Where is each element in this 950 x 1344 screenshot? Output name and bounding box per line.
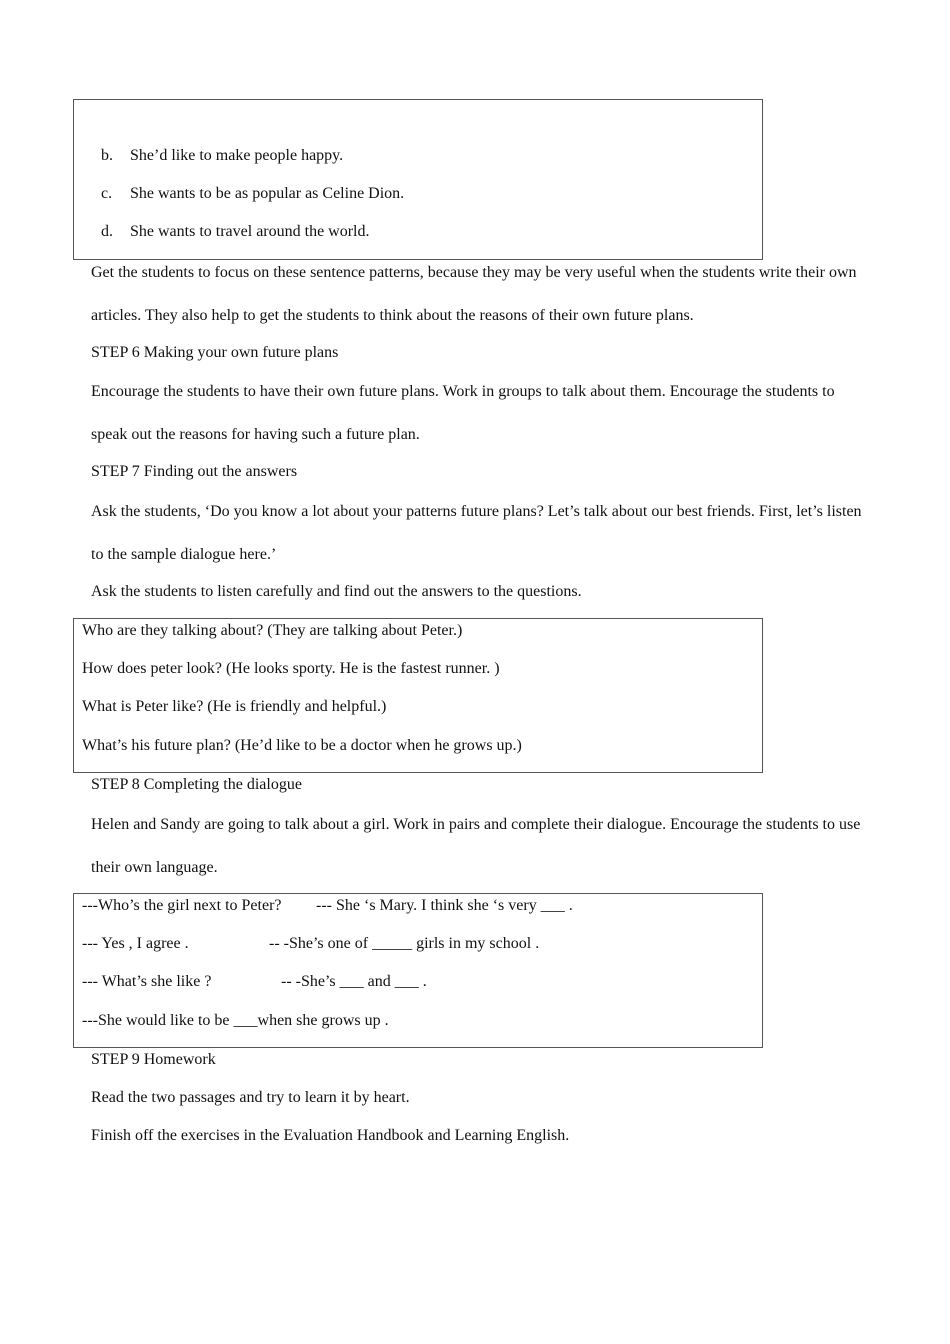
step7-heading: STEP 7 Finding out the answers <box>91 463 298 480</box>
dialogue-line-right: --- She ‘s Mary. I think she ‘s very ___ . <box>316 897 573 914</box>
dialogue-line-right: -- -She’s ___ and ___ . <box>281 973 427 990</box>
paragraph-listen: Ask the students to listen carefully and find out the answers to the questions. <box>91 583 582 600</box>
paragraph-sample-dialogue: Ask the students, ‘Do you know a lot about your patterns future plans? Let’s talk about our best friends. First, let’s listen to the sample dialogue here.’ <box>91 503 862 563</box>
dialogue-line-right: -- -She’s one of _____ girls in my school . <box>269 935 540 952</box>
option-marker-d: d. <box>101 223 113 240</box>
option-text-d: She wants to travel around the world. <box>130 223 370 240</box>
paragraph-sentence-patterns: Get the students to focus on these sentence patterns, because they may be very useful when the students write their own articles. They also help to get the students to think about the reasons of their own future plans. <box>91 264 857 324</box>
paragraph-complete-dialogue: Helen and Sandy are going to talk about a girl. Work in pairs and complete their dialogue. Encourage the students to use their own language. <box>91 816 861 876</box>
homework-line: Read the two passages and try to learn it by heart. <box>91 1089 410 1106</box>
step6-heading: STEP 6 Making your own future plans <box>91 344 339 361</box>
paragraph-future-plans: Encourage the students to have their own future plans. Work in groups to talk about them. Encourage the students to speak out the reasons for having such a future plan. <box>91 383 835 443</box>
dialogue-line-left: --- Yes , I agree . <box>82 935 189 952</box>
question-line: What’s his future plan? (He’d like to be a doctor when he grows up.) <box>82 737 522 754</box>
question-line: What is Peter like? (He is friendly and helpful.) <box>82 698 387 715</box>
step9-heading: STEP 9 Homework <box>91 1051 216 1068</box>
dialogue-line-left: ---Who’s the girl next to Peter? <box>82 897 282 914</box>
option-text-b: She’d like to make people happy. <box>130 147 344 164</box>
homework-line: Finish off the exercises in the Evaluation Handbook and Learning English. <box>91 1127 570 1144</box>
dialogue-line-left: ---She would like to be ___when she grows up . <box>82 1012 389 1029</box>
option-text-c: She wants to be as popular as Celine Dion. <box>130 185 405 202</box>
question-line: Who are they talking about? (They are talking about Peter.) <box>82 622 463 639</box>
dialogue-line-left: --- What’s she like ? <box>82 973 212 990</box>
step8-heading: STEP 8 Completing the dialogue <box>91 776 302 793</box>
option-marker-c: c. <box>101 185 113 202</box>
option-marker-b: b. <box>101 147 113 164</box>
question-line: How does peter look? (He looks sporty. He is the fastest runner. ) <box>82 660 500 677</box>
